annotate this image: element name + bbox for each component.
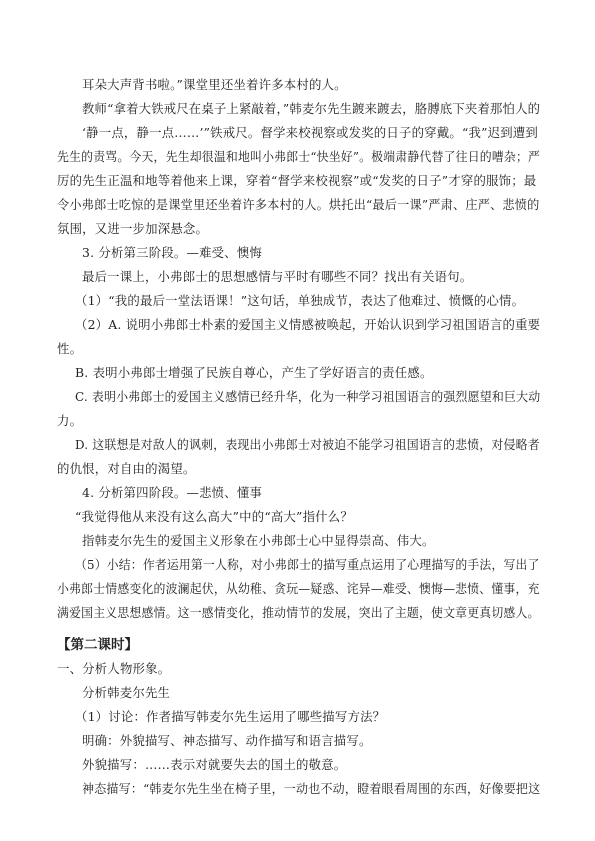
text-line: 教师“拿着大铁戒尺在桌子上紧敲着，”韩麦尔先生踱来踱去，胳膊底下夹着那怕人的 xyxy=(82,101,541,116)
text-line: B. 表明小弗郎士增强了民族自尊心，产生了学好语言的责任感。 xyxy=(75,365,433,380)
lesson-heading: 【第二课时】 xyxy=(57,637,138,653)
text-line: 厉的先生正温和地等着他来上课，穿着“督学来校视察”或“发奖的日子”才穿的服饰；最 xyxy=(57,173,537,188)
text-line: 力。 xyxy=(57,413,83,428)
text-line: 氛围，又进一步加深悬念。 xyxy=(57,221,209,236)
text-line: （1）“我的最后一堂法语课！”这句话，单独成节，表达了他难过、愤慨的心情。 xyxy=(75,293,525,308)
text-line: ‘静一点，静一点……’”铁戒尺。督学来校视察或发奖的日子的穿戴。“我”迟到遭到 xyxy=(82,125,538,140)
text-line: （1）讨论：作者描写韩麦尔先生运用了哪些描写方法？ xyxy=(75,709,386,724)
text-line: 满爱国主义思想感情。这一感情变化，推动情节的发展，突出了主题，使文章更真切感人。 xyxy=(57,605,540,620)
text-line: “我觉得他从来没有这么高大”中的“高大”指什么？ xyxy=(75,509,353,524)
text-line: 分析韩麦尔先生 xyxy=(82,685,171,700)
text-line: 耳朵大声背书啦。”课堂里还坐着许多本村的人。 xyxy=(82,77,347,92)
text-line: 的仇恨，对自由的渴望。 xyxy=(57,461,196,476)
text-line: D. 这联想是对敌人的讽刺，表现出小弗郎士对被迫不能学习祖国语言的悲愤，对侵略者 xyxy=(75,437,540,452)
text-line: 最后一课上，小弗郎士的思想感情与平时有哪些不同？找出有关语句。 xyxy=(82,269,473,284)
text-line: 性。 xyxy=(57,341,83,356)
text-line: 小弗郎士情感变化的波澜起伏，从幼稚、贪玩—疑惑、诧异—难受、懊悔—悲愤、懂事，充 xyxy=(57,581,540,596)
text-line: C. 表明小弗郎士的爱国主义感情已经升华，化为一种学习祖国语言的强烈愿望和巨大动 xyxy=(75,389,541,404)
text-line: （5）小结：作者运用第一人称，对小弗郎士的描写重点运用了心理描写的手法，写出了 xyxy=(75,557,540,572)
text-line: 明确：外貌描写、神态描写、动作描写和语言描写。 xyxy=(82,733,372,748)
text-line: 指韩麦尔先生的爱国主义形象在小弗郎士心中显得崇高、伟大。 xyxy=(82,533,435,548)
section-subheading: 3. 分析第三阶段。—难受、懊悔 xyxy=(82,245,263,260)
section-heading: 一、分析人物形象。 xyxy=(57,661,171,676)
text-line: 外貌描写：……表示对就要失去的国土的敬意。 xyxy=(82,757,347,772)
text-line: 神态描写：“韩麦尔先生坐在椅子里，一动也不动，瞪着眼看周围的东西，好像要把这 xyxy=(82,781,541,796)
text-line: 先生的责骂。今天，先生却很温和地叫小弗郎士“快坐好”。极端肃静代替了往日的嘈杂；严 xyxy=(57,149,541,164)
text-line: （2）A. 说明小弗郎士朴素的爱国主义情感被唤起，开始认识到学习祖国语言的重要 xyxy=(75,317,541,332)
text-line: 令小弗郎士吃惊的是课堂里还坐着许多本村的人。烘托出“最后一课”严肃、庄严、悲愤的 xyxy=(57,197,540,212)
section-subheading: 4. 分析第四阶段。—悲愤、懂事 xyxy=(82,485,263,500)
